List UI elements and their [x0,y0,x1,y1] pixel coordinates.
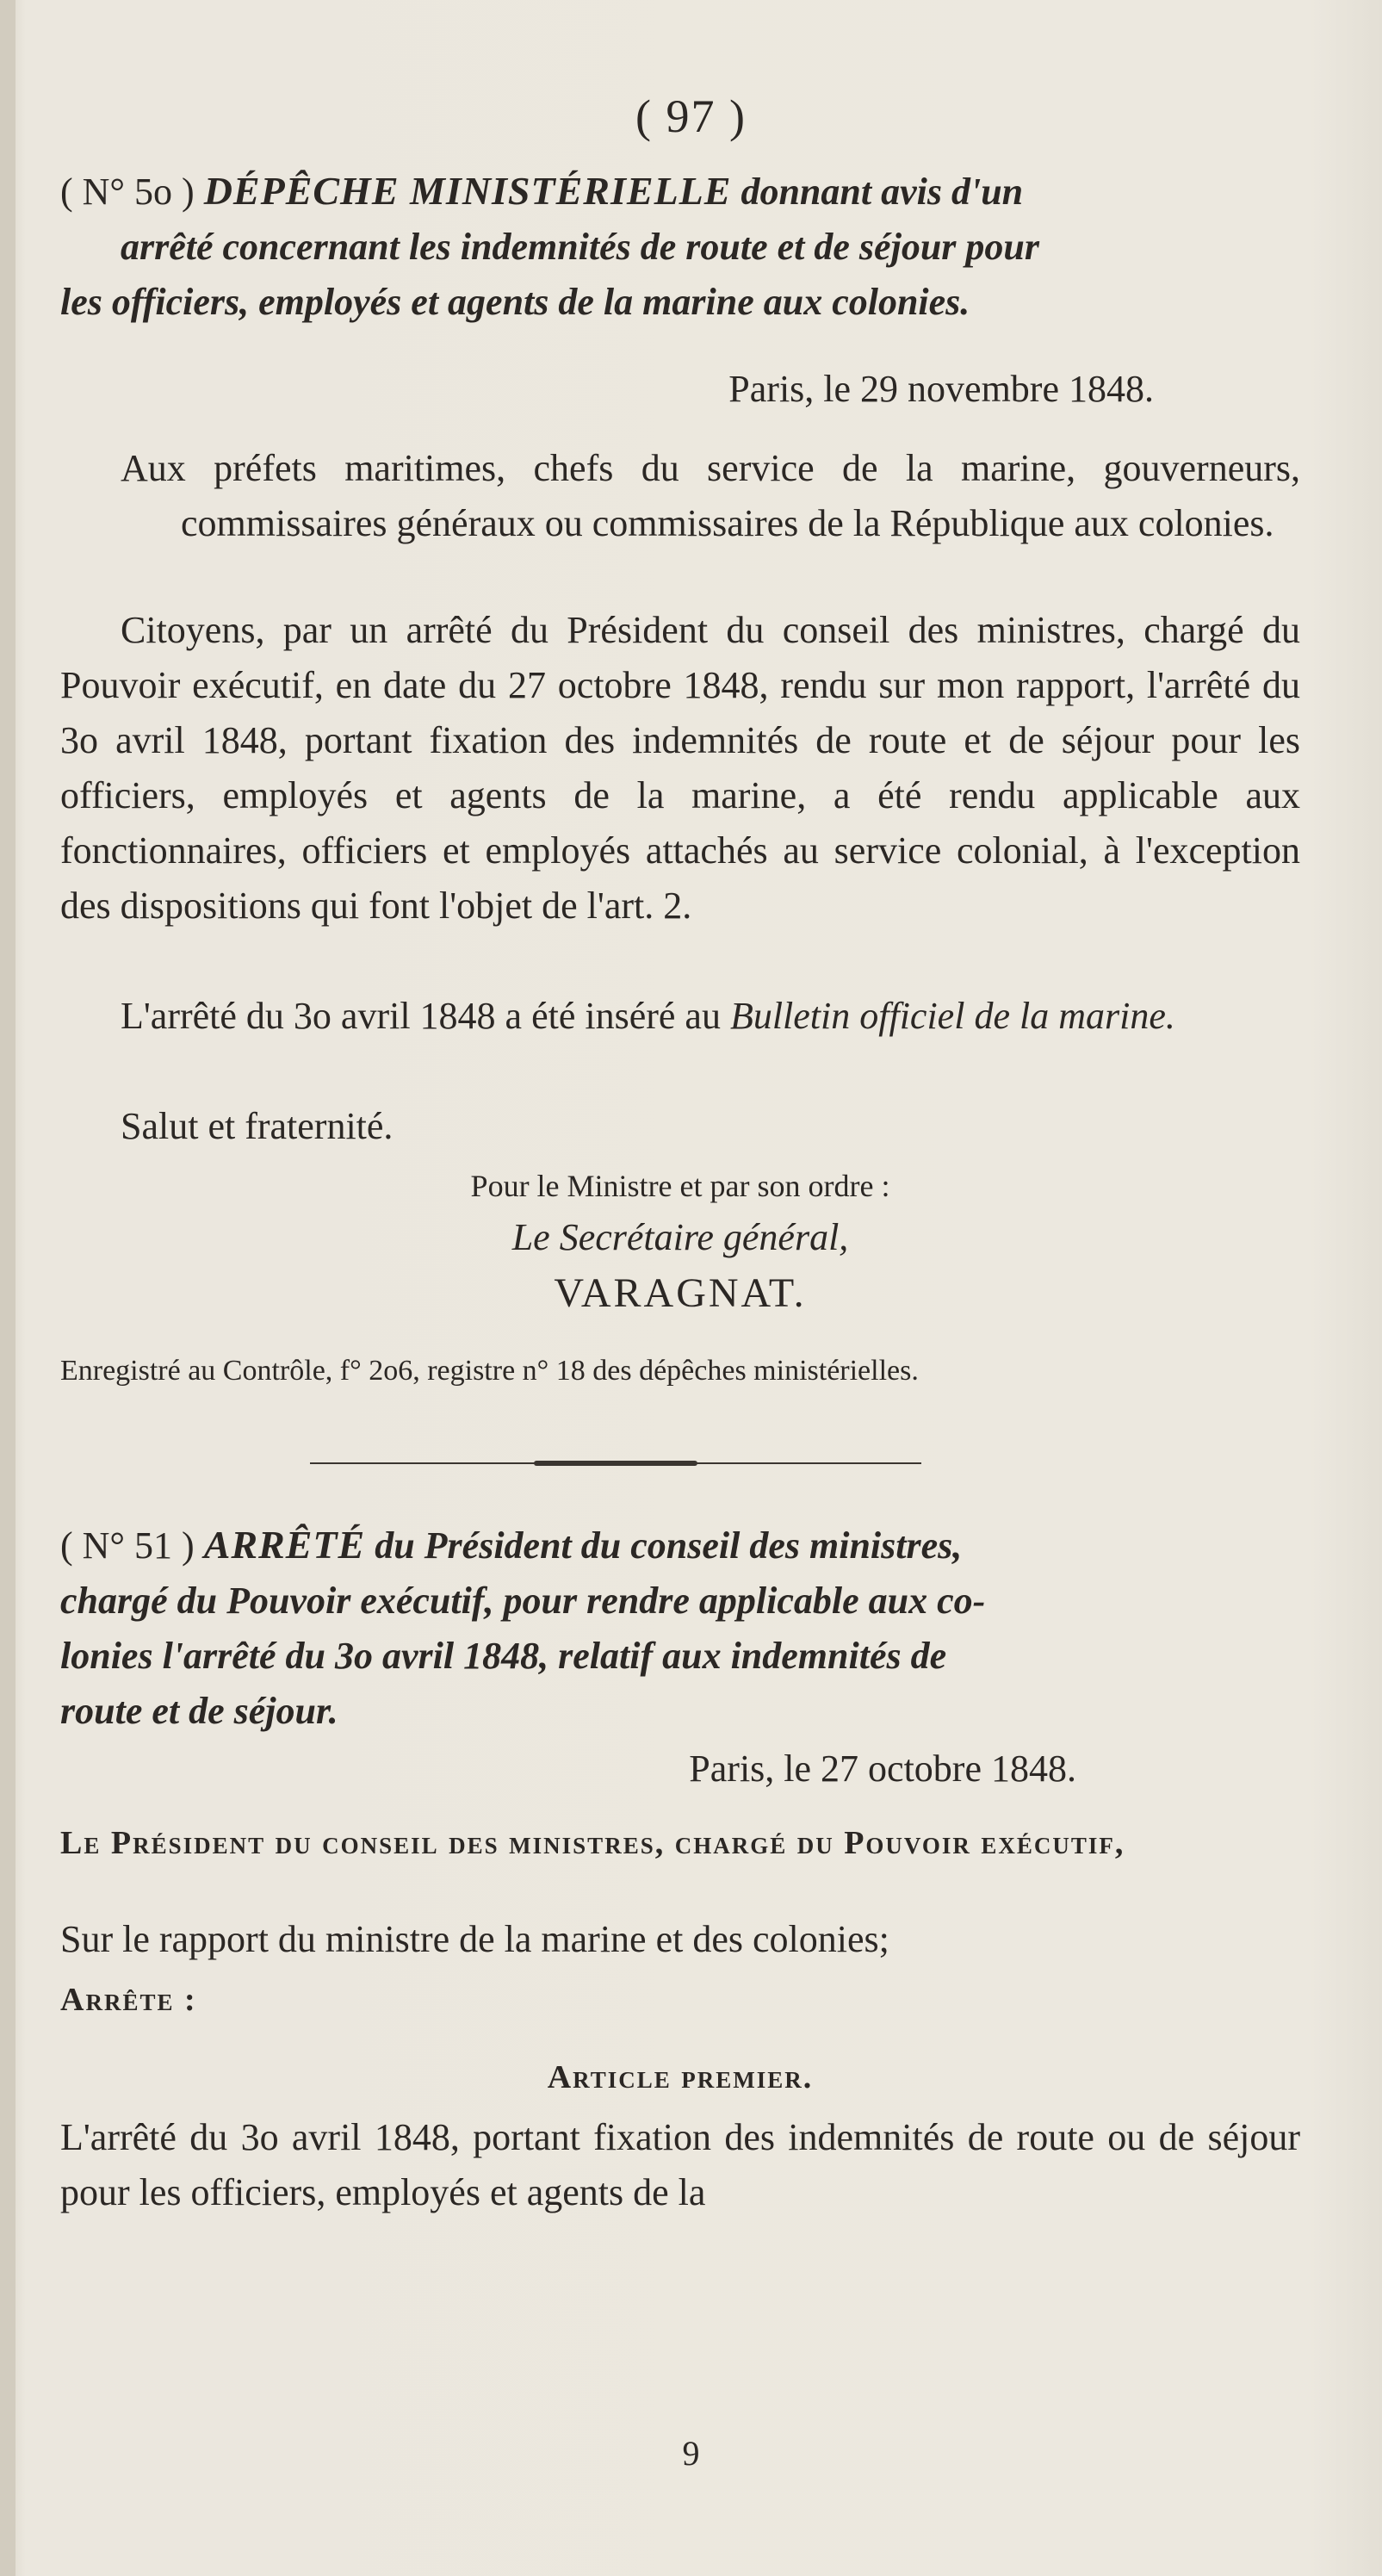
doc1-dateline: Paris, le 29 novembre 1848. [728,368,1154,410]
doc2-dateline: Paris, le 27 octobre 1848. [689,1747,1076,1790]
doc2-article-text: L'arrêté du 3o avril 1848, portant fixation des indemnités de route ou de séjour pour les officiers, employés et agents de la [60,2116,1300,2213]
section-divider [310,1462,921,1464]
doc1-signature-title: Le Secrétaire général, [511,1216,849,1258]
doc1-closing: Salut et fraternité. [121,1105,394,1147]
doc2-article-heading: Article premier. [547,2059,814,2095]
doc2-number: ( N° 51 ) [60,1524,195,1567]
doc1-signature-name: VARAGNAT. [554,1270,807,1316]
doc1-title-line-3: les officiers, employés et agents de la marine aux colonies. [60,281,970,323]
doc1-number: ( N° 5o ) [60,171,195,213]
doc1-title-line-2: arrêté concernant les indemnités de route et de séjour pour [121,226,1039,268]
doc1-body-2 [60,989,1300,1044]
doc2-arrete: Arrête : [60,1982,197,2018]
doc2-title-line-2: chargé du Pouvoir exécutif, pour rendre applicable aux co- [60,1580,986,1622]
doc2-considerant: Sur le rapport du ministre de la marine et des colonies; [60,1918,889,1960]
doc1-registration-note: Enregistré au Contrôle, f° 2o6, registre n° 18 des dépêches ministérielles. [60,1355,919,1387]
doc2-title-rest: du Président du conseil des ministres, [375,1524,963,1567]
doc1-title-rest: donnant avis d'un [741,171,1024,213]
page-number: ( 97 ) [635,90,747,142]
doc1-title-caps: DÉPÊCHE MINISTÉRIELLE [203,169,732,213]
doc1-heading [60,164,1300,330]
doc2-preamble: Le Président du conseil des ministres, chargé du Pouvoir exécutif, [60,1825,1125,1861]
doc2-heading [60,1518,1300,1739]
page-binding-edge [0,0,15,2576]
doc1-body-2-text: L'arrêté du 3o avril 1848 a été inséré au [121,995,721,1037]
doc1-body-1: Citoyens, par un arrêté du Président du conseil des ministres, chargé du Pouvoir exécutif, en date du 27 octobre 1848, rendu sur mon rapport, l'arrêté du 3o avril 1848, portant fixation des indemnités de route et de séjour pour les officiers, employés et agents de la marine, a été rendu applicable aux fonctionnaires, officiers et employés attachés au service colonial, à l'exception des dispositions qui font l'objet de l'art. 2. [60,609,1300,927]
doc1-address: Aux préfets maritimes, chefs du service de la marine, gouverneurs, commissaires généraux ou commissaires de la République aux colonies. [121,447,1300,544]
doc2-title-line-3: lonies l'arrêté du 3o avril 1848, relatif aux indemnités de [60,1635,947,1677]
doc2-title-line-4: route et de séjour. [60,1690,338,1732]
doc2-title-caps: ARRÊTÉ [203,1523,366,1567]
doc1-bulletin-title: Bulletin officiel de la marine. [729,995,1175,1037]
doc1-signature-order: Pour le Ministre et par son ordre : [470,1169,890,1203]
signature-mark: 9 [682,2434,700,2473]
